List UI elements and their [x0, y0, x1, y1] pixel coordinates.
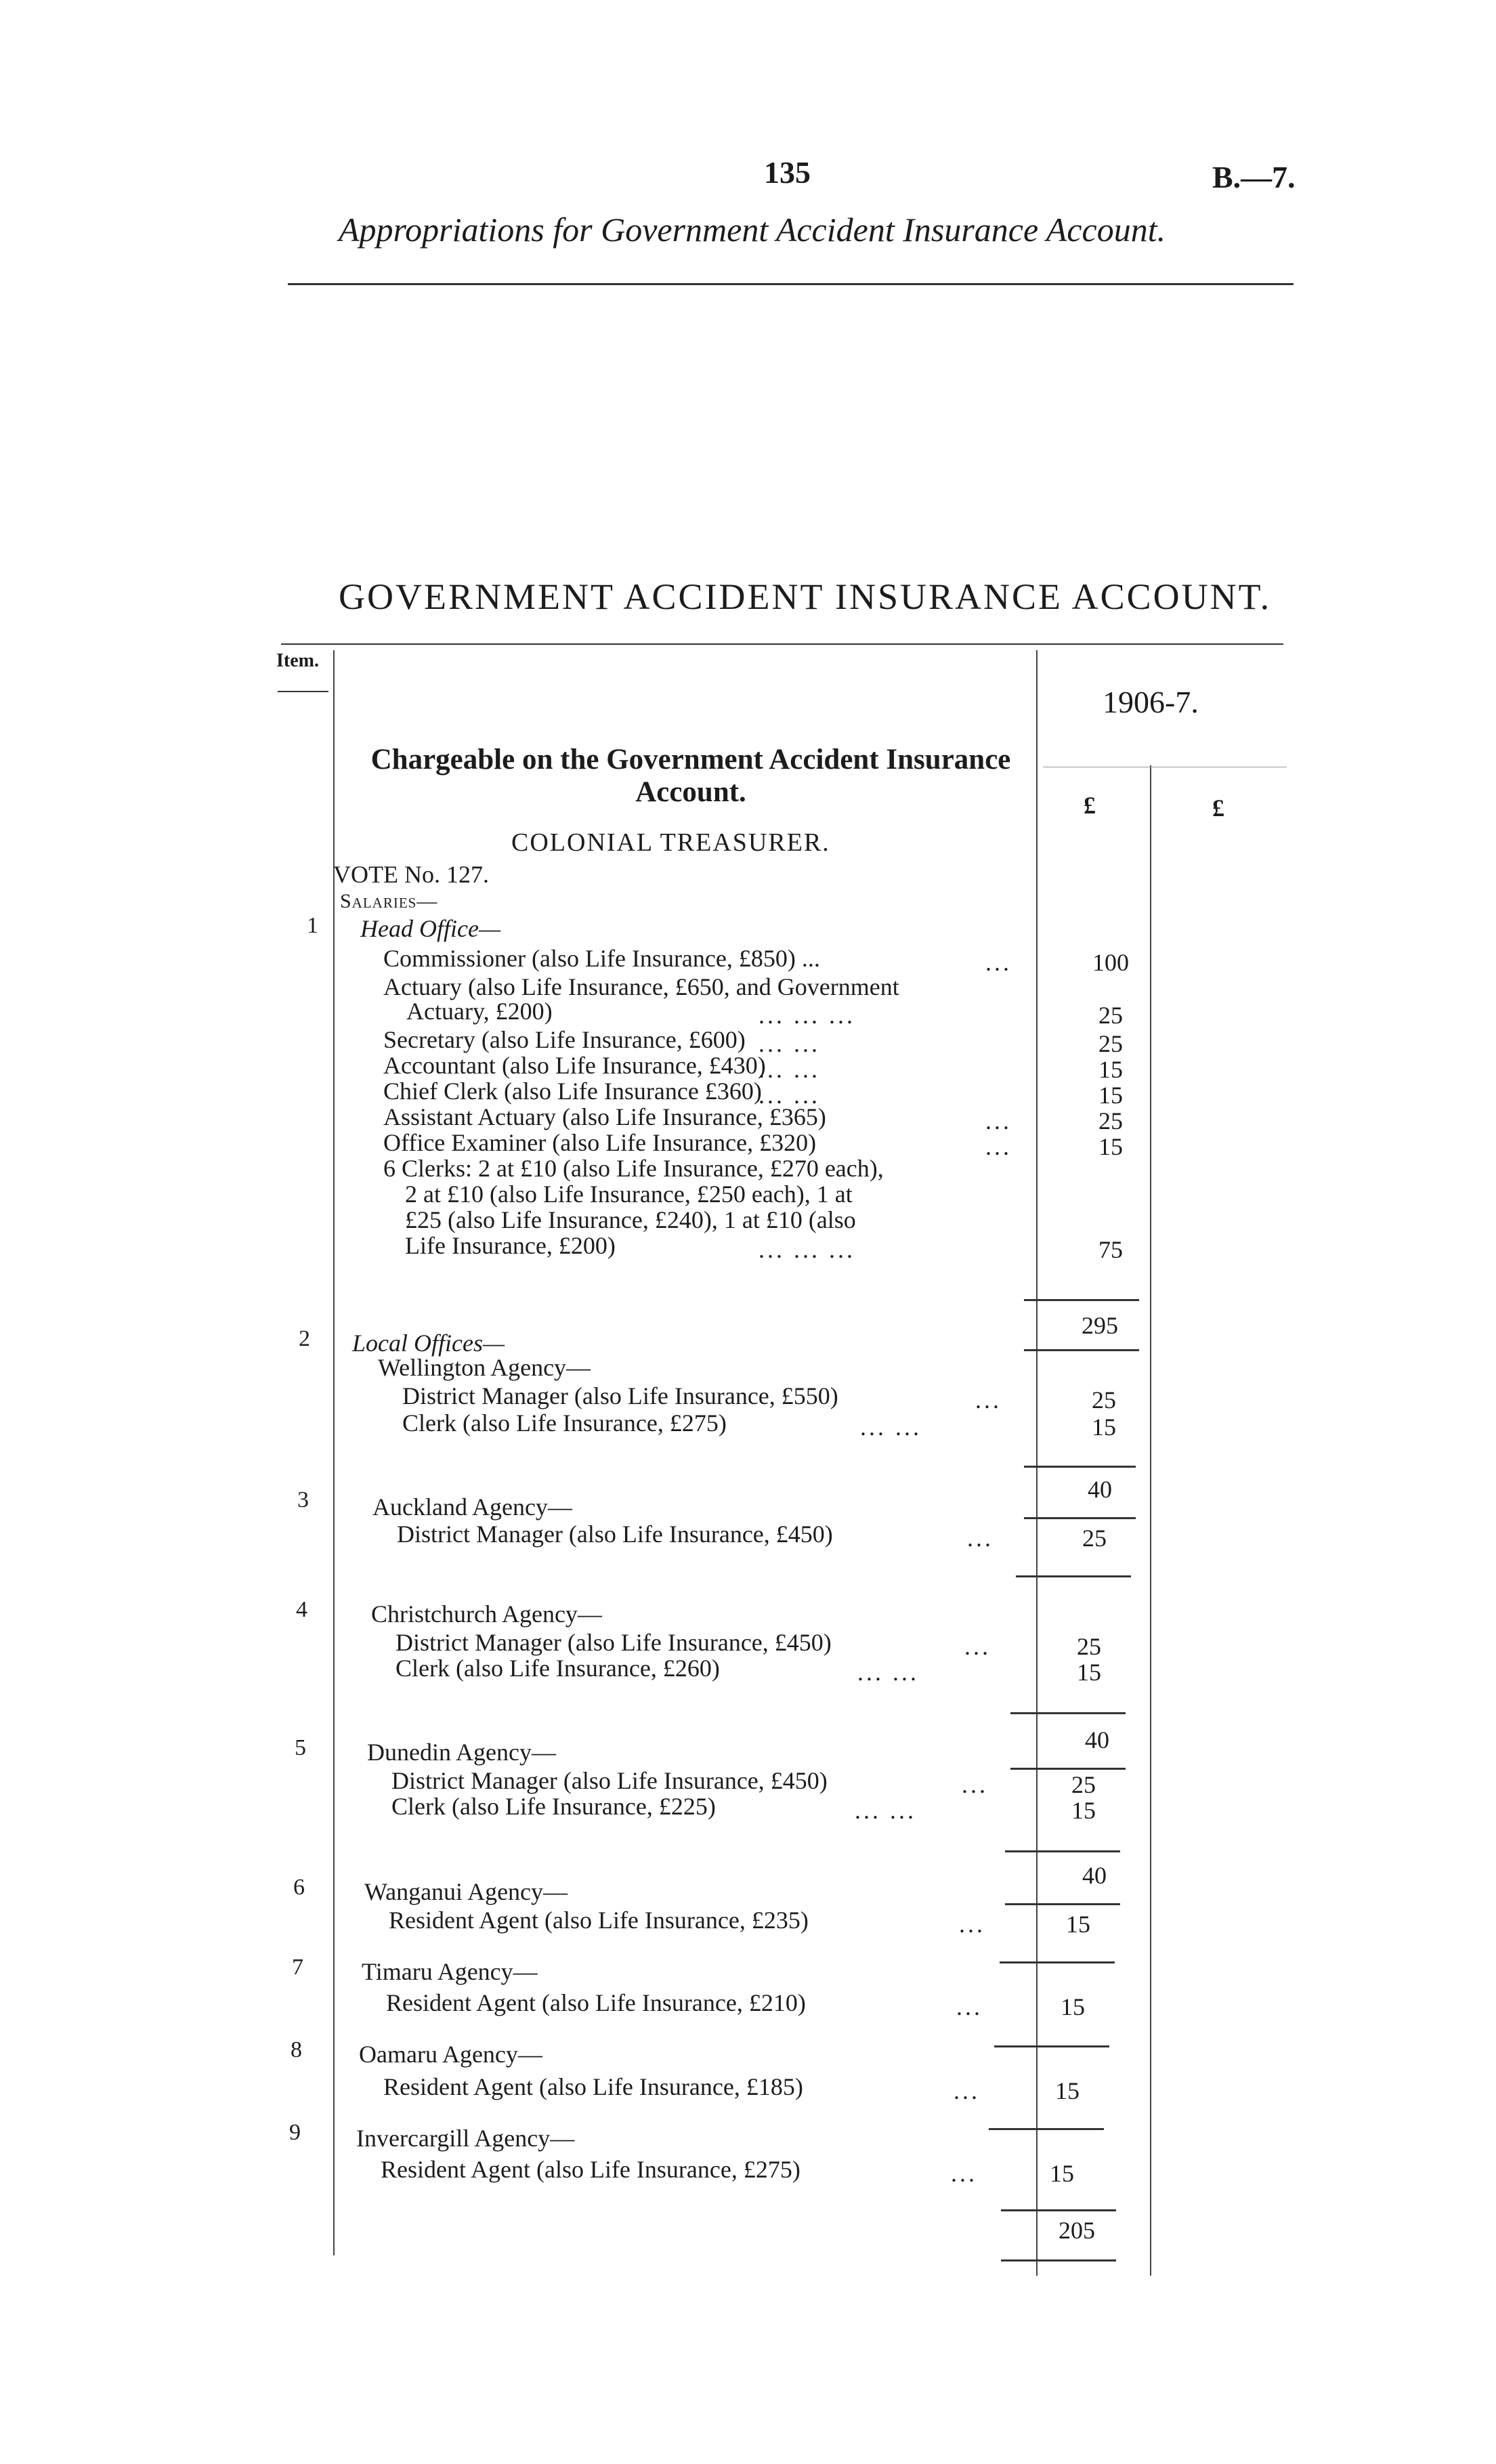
line-item-text: Clerk (also Life Insurance, £260) — [396, 1655, 720, 1682]
line-item-amount: 15 — [1050, 2160, 1074, 2187]
line-item-text: Secretary (also Life Insurance, £600) — [383, 1026, 746, 1053]
line-item-text: Resident Agent (also Life Insurance, £185) — [383, 2073, 803, 2100]
leader-dots: ... — [985, 949, 1012, 976]
line-item-amount: 25 — [1071, 1771, 1096, 1798]
leader-dots: ... ... — [758, 1082, 820, 1109]
line-item-text: District Manager (also Life Insurance, £450) — [391, 1767, 828, 1794]
line-item-amount: 25 — [1098, 1002, 1123, 1029]
salaries-heading: Salaries— — [340, 890, 438, 912]
total-rule — [1024, 1517, 1136, 1519]
line-item-text: Commissioner (also Life Insurance, £850) ... — [383, 945, 820, 972]
item-number: 6 — [293, 1875, 305, 1900]
item-number: 7 — [292, 1955, 303, 1980]
chargeable-heading: Chargeable on the Government Accident Insurance Account. — [370, 744, 1011, 808]
year-header: 1906-7. — [1103, 685, 1199, 719]
header-rule — [288, 283, 1294, 285]
line-item-amount: 15 — [1077, 1659, 1101, 1686]
line-item-text: 6 Clerks: 2 at £10 (also Life Insurance, £270 each), — [383, 1155, 884, 1182]
line-item-amount: 15 — [1098, 1133, 1123, 1160]
item-column-divider — [333, 650, 335, 2255]
item-number: 9 — [289, 2120, 301, 2145]
line-item-text: Accountant (also Life Insurance, £430) — [383, 1052, 766, 1079]
line-item-text: 2 at £10 (also Life Insurance, £250 each), 1 at — [405, 1181, 853, 1208]
leader-dots: ... — [975, 1386, 1002, 1414]
wellington-agency: Wellington Agency— — [378, 1354, 591, 1381]
subtotal-rule — [1005, 1850, 1120, 1852]
item-number: 2 — [299, 1326, 310, 1351]
agency-heading: Invercargill Agency— — [356, 2125, 575, 2152]
line-item-amount: 25 — [1098, 1030, 1123, 1057]
item-number: 1 — [307, 913, 318, 938]
agency-heading: Christchurch Agency— — [371, 1600, 602, 1628]
leader-dots: ... — [951, 2160, 977, 2187]
agency-heading: Oamaru Agency— — [359, 2041, 542, 2068]
line-item-amount: 15 — [1066, 1911, 1090, 1938]
leader-dots: ... — [967, 1525, 993, 1552]
line-item-text: Clerk (also Life Insurance, £275) — [402, 1409, 727, 1437]
running-title: Appropriations for Government Accident Insurance Account. — [339, 211, 1166, 249]
line-item-amount: 100 — [1092, 949, 1129, 976]
line-item-text: District Manager (also Life Insurance, £450) — [397, 1521, 833, 1548]
leader-dots: ... — [964, 1633, 991, 1660]
line-item-text: Actuary (also Life Insurance, £650, and Government — [383, 973, 899, 1000]
line-item-text: Resident Agent (also Life Insurance, £275) — [381, 2156, 800, 2183]
line-item-amount: 15 — [1092, 1414, 1116, 1441]
page-number: 135 — [764, 155, 811, 190]
line-item-text: District Manager (also Life Insurance, £450) — [396, 1629, 832, 1656]
line-item-text: Assistant Actuary (also Life Insurance, £365) — [383, 1103, 826, 1130]
agency-heading: Auckland Agency— — [372, 1493, 572, 1521]
vote-number: VOTE No. 127. — [333, 861, 489, 888]
section-title: GOVERNMENT ACCIDENT INSURANCE ACCOUNT. — [339, 576, 1272, 617]
line-item-amount: 25 — [1082, 1525, 1107, 1552]
grand-total: 205 — [1059, 2217, 1095, 2244]
line-item-text: Life Insurance, £200) — [405, 1232, 616, 1259]
subtotal-rule — [1024, 1299, 1139, 1301]
local-offices-heading: Local Offices— — [352, 1330, 505, 1357]
amount-column-left-divider — [1036, 650, 1038, 2276]
amount-column-right-divider — [1150, 765, 1151, 2276]
currency-symbol-b: £ — [1212, 794, 1224, 822]
line-item-text: Resident Agent (also Life Insurance, £235) — [389, 1907, 809, 1934]
subtotal-rule — [1016, 1575, 1131, 1577]
leader-dots: ... — [959, 1911, 985, 1938]
line-item-amount: 25 — [1098, 1107, 1123, 1134]
line-item-amount: 15 — [1098, 1082, 1123, 1109]
subtotal-rule — [1024, 1466, 1136, 1468]
wellington-total: 40 — [1088, 1476, 1112, 1503]
line-item-amount: 25 — [1092, 1386, 1116, 1414]
leader-dots: ... — [985, 1133, 1012, 1160]
agency-heading: Wanganui Agency— — [364, 1878, 568, 1905]
document-reference: B.—7. — [1212, 160, 1296, 194]
line-item-text: Actuary, £200) — [406, 998, 553, 1025]
subtotal-rule — [994, 2045, 1109, 2047]
line-item-text: Clerk (also Life Insurance, £225) — [391, 1793, 716, 1820]
agency-heading: Dunedin Agency— — [367, 1739, 556, 1766]
leader-dots: ... ... — [855, 1797, 916, 1824]
subtotal-rule — [1010, 1712, 1126, 1714]
line-item-amount: 15 — [1061, 1993, 1085, 2020]
item-number: 4 — [296, 1597, 307, 1622]
subtotal-rule — [1010, 1768, 1126, 1770]
leader-dots: ... — [962, 1771, 988, 1798]
subtotal-rule — [1005, 1903, 1120, 1905]
line-item-text: Office Examiner (also Life Insurance, £320) — [383, 1129, 817, 1156]
line-item-amount: 15 — [1098, 1056, 1123, 1083]
leader-dots: ... — [954, 2077, 980, 2104]
head-office-heading: Head Office— — [360, 915, 500, 942]
section-rule — [281, 643, 1283, 645]
item-number: 3 — [297, 1487, 309, 1512]
subtotal-rule — [989, 2128, 1104, 2130]
leader-dots: ... ... — [860, 1414, 922, 1441]
line-item-text: Chief Clerk (also Life Insurance £360) — [383, 1078, 762, 1105]
subtotal-rule — [1000, 1961, 1115, 1963]
agency-total: 40 — [1085, 1726, 1109, 1754]
line-item-text: District Manager (also Life Insurance, £550) — [402, 1382, 838, 1409]
line-item-amount: 25 — [1077, 1633, 1101, 1660]
line-item-text: £25 (also Life Insurance, £240), 1 at £10 (also — [405, 1206, 856, 1233]
grand-total-rule-bottom — [1001, 2259, 1116, 2261]
head-office-total: 295 — [1082, 1312, 1118, 1339]
item-number: 8 — [291, 2037, 302, 2062]
line-item-text: Resident Agent (also Life Insurance, £210) — [386, 1989, 806, 2016]
line-item-amount: 15 — [1071, 1797, 1096, 1824]
leader-dots: ... ... — [758, 1056, 820, 1083]
agency-total: 40 — [1082, 1862, 1107, 1889]
leader-dots: ... ... ... — [758, 1002, 855, 1029]
line-item-amount: 15 — [1055, 2077, 1080, 2104]
total-rule — [1024, 1349, 1139, 1351]
leader-dots: ... — [956, 1993, 983, 2020]
item-number: 5 — [295, 1735, 306, 1760]
item-column-header: Item. — [276, 650, 319, 671]
currency-symbol-a: £ — [1084, 792, 1096, 819]
leader-dots: ... ... — [758, 1030, 820, 1057]
leader-dots: ... ... ... — [758, 1236, 855, 1263]
minister-heading: COLONIAL TREASURER. — [511, 828, 830, 857]
leader-dots: ... ... — [857, 1659, 919, 1686]
leader-dots: ... — [985, 1107, 1012, 1134]
agency-heading: Timaru Agency— — [362, 1958, 538, 1985]
line-item-amount: 75 — [1098, 1236, 1123, 1263]
grand-total-rule-top — [1001, 2209, 1116, 2211]
item-header-rule — [278, 691, 328, 692]
